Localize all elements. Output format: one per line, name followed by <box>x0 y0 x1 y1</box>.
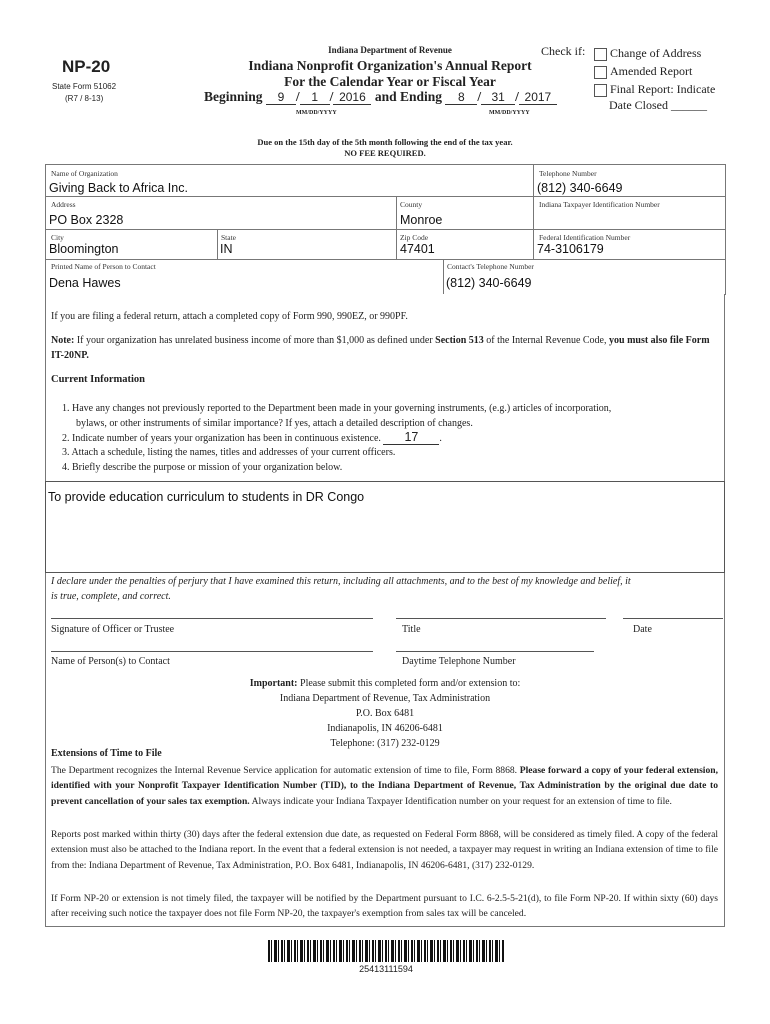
item-4: 4. Briefly describe the purpose or mission of your organization below. <box>62 462 343 473</box>
end-year[interactable]: 2017 <box>519 90 557 105</box>
extensions-paragraph-2: Reports post marked within thirty (30) days after the federal extension due date, as requested on Federal Form 8868, will be considered as timely filed. A copy of the federal extension must also be attached to the Indiana report. In the event that a federal extension is not needed, a taxpayer may request in writing an Indiana extension of time to file from the: Indiana Department of Revenue, Tax Administration, P.O. Box 6481, Indianapolis, IN 46206-6481, (317) 232-0129. <box>51 829 718 871</box>
county-field[interactable]: Monroe <box>400 213 443 227</box>
zip-label: Zip Code <box>400 233 429 242</box>
state-label: State <box>221 233 236 242</box>
contact-name-label: Printed Name of Person to Contact <box>51 262 156 271</box>
end-month[interactable]: 8 <box>445 90 477 105</box>
change-of-address-option[interactable]: Change of Address <box>594 44 715 62</box>
beginning-label: Beginning <box>204 89 263 104</box>
purpose-text: To provide education curriculum to students in DR Congo <box>48 490 365 504</box>
current-info-heading: Current Information <box>51 374 146 385</box>
tax-period: Beginning 9 / 1 / 2016 and Ending 8 / 31 / 2017 <box>204 89 557 105</box>
county-label: County <box>400 200 423 209</box>
extensions-heading: Extensions of Time to File <box>51 748 162 759</box>
item-1-cont: bylaws, or other instruments of similar importance? If yes, attach a detailed description of changes. <box>76 418 473 429</box>
federal-return-instruction: If you are filing a federal return, attach a completed copy of Form 990, 990EZ, or 990PF. <box>51 311 408 322</box>
zip-field[interactable]: 47401 <box>400 242 435 256</box>
end-date-format: MM/DD/YYYY <box>489 110 530 116</box>
date-label[interactable]: Date <box>633 624 652 635</box>
address-field[interactable]: PO Box 2328 <box>49 213 124 227</box>
unrelated-income-note: Note: If your organization has unrelated business income of more than $1,000 as defined under Section 513 of the Internal Revenue Code, you must also file Form IT-20NP. <box>51 335 710 361</box>
date-closed-field[interactable]: Date Closed ______ <box>609 98 707 112</box>
daytime-phone-label[interactable]: Daytime Telephone Number <box>402 656 516 667</box>
years-in-existence-field[interactable]: 17 <box>383 431 439 445</box>
change-of-address-checkbox[interactable] <box>594 48 607 61</box>
amended-report-option[interactable]: Amended Report <box>594 62 715 80</box>
current-info-list <box>62 401 712 475</box>
city-field[interactable]: Bloomington <box>49 242 119 256</box>
ending-label: and Ending <box>374 89 442 104</box>
form-revision: (R7 / 8-13) <box>65 94 104 103</box>
perjury-declaration: I declare under the penalties of perjury that I have examined this return, including all attachments, and to the best of my knowledge and belief, it is true, complete, and correct. <box>51 576 631 602</box>
item-1: 1. Have any changes not previously reported to the Department been made in your governing instruments, (e.g.) articles of incorporation, <box>62 403 612 414</box>
begin-month[interactable]: 9 <box>266 90 296 105</box>
extensions-paragraph-3: If Form NP-20 or extension is not timely filed, the taxpayer will be notified by the Department pursuant to I.C. 6-2.5-5-21(d), to file Form NP-20. If within sixty (60) days after receiving such notice the taxpayer does not file Form NP-20, the taxpayer's exemption from sales tax will be canceled. <box>51 893 718 920</box>
address-label: Address <box>51 200 76 209</box>
begin-date-format: MM/DD/YYYY <box>296 110 337 116</box>
amended-report-checkbox[interactable] <box>594 66 607 79</box>
begin-year[interactable]: 2016 <box>333 90 371 105</box>
state-field[interactable]: IN <box>220 242 233 256</box>
taxpayer-id-label: Indiana Taxpayer Identification Number <box>539 200 660 209</box>
form-id: NP-20 <box>62 57 111 76</box>
due-date-notice: Due on the 15th day of the 5th month following the end of the tax year. <box>257 137 513 147</box>
contact-name-field[interactable]: Dena Hawes <box>49 276 121 290</box>
org-name-field[interactable]: Giving Back to Africa Inc. <box>49 181 188 195</box>
contact-phone-field[interactable]: (812) 340-6649 <box>446 276 532 290</box>
contact-persons-label[interactable]: Name of Person(s) to Contact <box>51 656 170 667</box>
extensions-paragraph-1: The Department recognizes the Internal Revenue Service application for automatic extension of time to file, Form 8868. Please forward a copy of your federal extension, identified with your Nonprofit Taxpayer Identification Number (TID), to the Indiana Department of Revenue, Tax Administration by the original due date to prevent cancellation of your sales tax exemption. Always indicate your Indiana Taxpayer Identification number on your request for an extension of time to file. <box>51 765 719 807</box>
phone-field[interactable]: (812) 340-6649 <box>537 181 623 195</box>
form-title: Indiana Nonprofit Organization's Annual Report <box>248 58 532 73</box>
check-if-label: Check if: <box>541 44 586 58</box>
item-2: 2. Indicate number of years your organization has been in continuous existence. 17 . <box>62 430 442 444</box>
state-form-number: State Form 51062 <box>52 82 117 91</box>
barcode-number: 25413111594 <box>359 964 413 974</box>
end-day[interactable]: 31 <box>481 90 515 105</box>
final-report-checkbox[interactable] <box>594 84 607 97</box>
no-fee-notice: NO FEE REQUIRED. <box>344 148 426 158</box>
federal-id-field[interactable]: 74-3106179 <box>537 242 604 256</box>
important-notice: Important: Please submit this completed form and/or extension to: Indiana Department of Revenue, Tax Administration P.O. Box 6481 Indianapolis, IN 46206-6481 Telephone: (317) 232-0129 <box>249 678 521 749</box>
contact-phone-label: Contact's Telephone Number <box>447 262 534 271</box>
city-label: City <box>51 233 64 242</box>
signature-label[interactable]: Signature of Officer or Trustee <box>51 624 175 635</box>
begin-day[interactable]: 1 <box>300 90 330 105</box>
org-name-label: Name of Organization <box>51 169 118 178</box>
department-name: Indiana Department of Revenue <box>328 45 452 55</box>
phone-label: Telephone Number <box>539 169 597 178</box>
final-report-option[interactable]: Final Report: Indicate <box>594 80 715 98</box>
title-label[interactable]: Title <box>402 624 421 635</box>
item-3: 3. Attach a schedule, listing the names, titles and addresses of your current officers. <box>62 447 396 458</box>
form-subtitle: For the Calendar Year or Fiscal Year <box>284 74 496 89</box>
federal-id-label: Federal Identification Number <box>539 233 631 242</box>
purpose-textbox[interactable] <box>45 481 725 573</box>
status-checkboxes <box>594 44 715 98</box>
barcode <box>268 940 504 962</box>
